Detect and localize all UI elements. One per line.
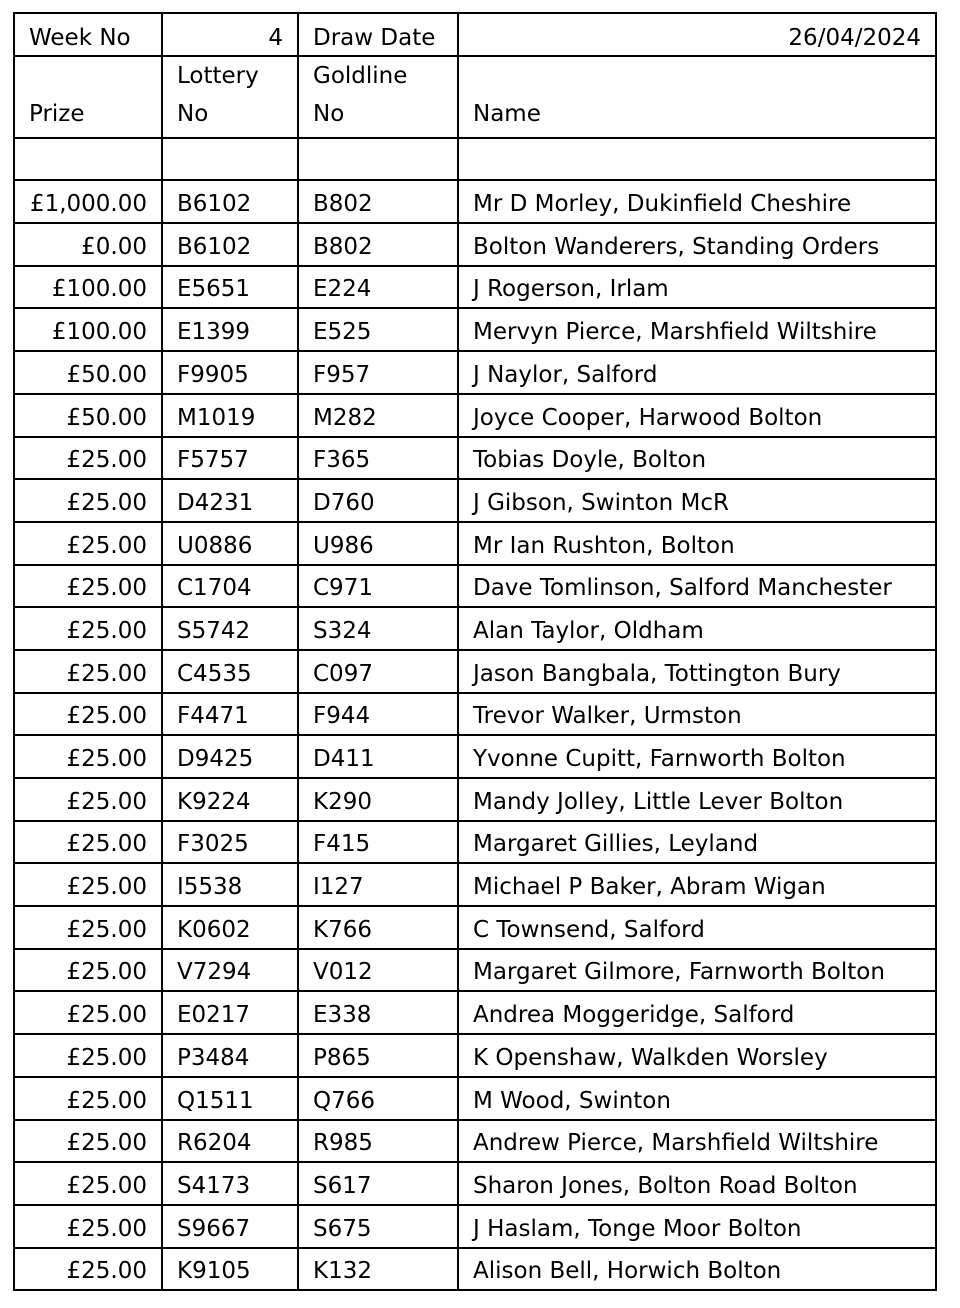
name-header-text: Name <box>473 100 541 127</box>
winner-name-cell: M Wood, Swinton <box>458 1077 936 1120</box>
lottery-column-header <box>162 56 298 138</box>
winner-name-cell: Tobias Doyle, Bolton <box>458 437 936 480</box>
goldline-no-cell: K766 <box>298 906 458 949</box>
goldline-no-cell: I127 <box>298 863 458 906</box>
prize-column-header <box>14 56 162 138</box>
lottery-no-cell: E1399 <box>162 308 298 351</box>
prize-cell: £0.00 <box>14 223 162 266</box>
winner-name-cell: J Naylor, Salford <box>458 351 936 394</box>
week-label: Week No <box>14 13 162 56</box>
prize-cell: £25.00 <box>14 522 162 565</box>
goldline-no-cell: M282 <box>298 394 458 437</box>
table-row <box>14 735 936 778</box>
table-row <box>14 394 936 437</box>
winner-name-cell: Trevor Walker, Urmston <box>458 693 936 736</box>
winner-name-cell: Andrea Moggeridge, Salford <box>458 991 936 1034</box>
prize-cell: £25.00 <box>14 1248 162 1291</box>
winner-name-cell: Mervyn Pierce, Marshfield Wiltshire <box>458 308 936 351</box>
prize-cell: £25.00 <box>14 650 162 693</box>
winners-table-body <box>14 13 936 1290</box>
draw-date-label: Draw Date <box>298 13 458 56</box>
lottery-no-cell: S5742 <box>162 607 298 650</box>
lottery-no-cell: D9425 <box>162 735 298 778</box>
goldline-no-cell: Q766 <box>298 1077 458 1120</box>
blank-cell <box>298 138 458 181</box>
winner-name-cell: Andrew Pierce, Marshfield Wiltshire <box>458 1120 936 1163</box>
goldline-no-cell: F415 <box>298 821 458 864</box>
goldline-no-cell: E224 <box>298 266 458 309</box>
table-row <box>14 479 936 522</box>
blank-cell <box>162 138 298 181</box>
goldline-no-cell: U986 <box>298 522 458 565</box>
winner-name-cell: Dave Tomlinson, Salford Manchester <box>458 565 936 608</box>
goldline-header-line1: Goldline <box>313 62 408 89</box>
winner-name-cell: Alan Taylor, Oldham <box>458 607 936 650</box>
lottery-no-cell: C4535 <box>162 650 298 693</box>
winner-name-cell: J Gibson, Swinton McR <box>458 479 936 522</box>
lottery-no-cell: R6204 <box>162 1120 298 1163</box>
goldline-no-cell: C971 <box>298 565 458 608</box>
lottery-no-cell: Q1511 <box>162 1077 298 1120</box>
draw-date-value: 26/04/2024 <box>458 13 936 56</box>
table-row <box>14 693 936 736</box>
goldline-no-cell: B802 <box>298 223 458 266</box>
prize-cell: £50.00 <box>14 394 162 437</box>
winner-name-cell: Margaret Gilmore, Farnworth Bolton <box>458 949 936 992</box>
goldline-no-cell: F957 <box>298 351 458 394</box>
prize-cell: £25.00 <box>14 1162 162 1205</box>
table-row <box>14 437 936 480</box>
table-row <box>14 1120 936 1163</box>
goldline-no-cell: K132 <box>298 1248 458 1291</box>
winner-name-cell: Jason Bangbala, Tottington Bury <box>458 650 936 693</box>
winner-name-cell: J Rogerson, Irlam <box>458 266 936 309</box>
winner-name-cell: K Openshaw, Walkden Worsley <box>458 1034 936 1077</box>
winner-name-cell: Mr Ian Rushton, Bolton <box>458 522 936 565</box>
winner-name-cell: Mr D Morley, Dukinfield Cheshire <box>458 180 936 223</box>
table-row <box>14 223 936 266</box>
lottery-no-cell: E5651 <box>162 266 298 309</box>
table-row <box>14 821 936 864</box>
goldline-column-header <box>298 56 458 138</box>
lottery-no-cell: C1704 <box>162 565 298 608</box>
goldline-no-cell: P865 <box>298 1034 458 1077</box>
lottery-no-cell: E0217 <box>162 991 298 1034</box>
lottery-no-cell: F4471 <box>162 693 298 736</box>
winner-name-cell: Bolton Wanderers, Standing Orders <box>458 223 936 266</box>
prize-cell: £25.00 <box>14 1205 162 1248</box>
prize-cell: £25.00 <box>14 991 162 1034</box>
prize-cell: £25.00 <box>14 565 162 608</box>
lottery-no-cell: K9105 <box>162 1248 298 1291</box>
lottery-no-cell: S4173 <box>162 1162 298 1205</box>
table-row <box>14 522 936 565</box>
goldline-no-cell: E338 <box>298 991 458 1034</box>
table-row <box>14 351 936 394</box>
table-row <box>14 906 936 949</box>
winner-name-cell: Mandy Jolley, Little Lever Bolton <box>458 778 936 821</box>
prize-cell: £100.00 <box>14 266 162 309</box>
goldline-no-cell: F365 <box>298 437 458 480</box>
winner-name-cell: C Townsend, Salford <box>458 906 936 949</box>
column-header-row <box>14 56 936 138</box>
prize-cell: £25.00 <box>14 949 162 992</box>
table-row <box>14 991 936 1034</box>
lottery-no-cell: F3025 <box>162 821 298 864</box>
prize-header-text: Prize <box>29 100 85 127</box>
winner-name-cell: Joyce Cooper, Harwood Bolton <box>458 394 936 437</box>
prize-cell: £25.00 <box>14 437 162 480</box>
goldline-no-cell: K290 <box>298 778 458 821</box>
goldline-no-cell: V012 <box>298 949 458 992</box>
prize-cell: £25.00 <box>14 607 162 650</box>
lottery-no-cell: S9667 <box>162 1205 298 1248</box>
lottery-no-cell: P3484 <box>162 1034 298 1077</box>
winner-name-cell: Michael P Baker, Abram Wigan <box>458 863 936 906</box>
lottery-no-cell: K9224 <box>162 778 298 821</box>
prize-cell: £25.00 <box>14 693 162 736</box>
lottery-header-line2: No <box>177 100 209 127</box>
goldline-no-cell: D760 <box>298 479 458 522</box>
lottery-no-cell: D4231 <box>162 479 298 522</box>
lottery-no-cell: F9905 <box>162 351 298 394</box>
winners-table <box>13 12 937 1291</box>
lottery-no-cell: I5538 <box>162 863 298 906</box>
name-column-header <box>458 56 936 138</box>
table-row <box>14 1077 936 1120</box>
goldline-no-cell: S617 <box>298 1162 458 1205</box>
winner-name-cell: J Haslam, Tonge Moor Bolton <box>458 1205 936 1248</box>
table-row <box>14 778 936 821</box>
winner-name-cell: Alison Bell, Horwich Bolton <box>458 1248 936 1291</box>
table-row <box>14 863 936 906</box>
lottery-no-cell: M1019 <box>162 394 298 437</box>
prize-cell: £25.00 <box>14 479 162 522</box>
goldline-no-cell: S324 <box>298 607 458 650</box>
lottery-no-cell: U0886 <box>162 522 298 565</box>
table-row <box>14 1162 936 1205</box>
table-row <box>14 949 936 992</box>
goldline-no-cell: S675 <box>298 1205 458 1248</box>
goldline-no-cell: D411 <box>298 735 458 778</box>
prize-cell: £25.00 <box>14 778 162 821</box>
goldline-no-cell: F944 <box>298 693 458 736</box>
prize-cell: £25.00 <box>14 906 162 949</box>
lottery-no-cell: F5757 <box>162 437 298 480</box>
winner-name-cell: Yvonne Cupitt, Farnworth Bolton <box>458 735 936 778</box>
table-row <box>14 607 936 650</box>
prize-cell: £25.00 <box>14 1120 162 1163</box>
table-row <box>14 650 936 693</box>
lottery-no-cell: B6102 <box>162 180 298 223</box>
goldline-no-cell: C097 <box>298 650 458 693</box>
winner-name-cell: Sharon Jones, Bolton Road Bolton <box>458 1162 936 1205</box>
prize-cell: £25.00 <box>14 735 162 778</box>
lottery-header-line1: Lottery <box>177 62 259 89</box>
prize-cell: £25.00 <box>14 863 162 906</box>
table-row <box>14 266 936 309</box>
prize-cell: £1,000.00 <box>14 180 162 223</box>
table-row <box>14 1034 936 1077</box>
prize-cell: £25.00 <box>14 1034 162 1077</box>
blank-cell <box>14 138 162 181</box>
blank-row <box>14 138 936 181</box>
table-row <box>14 180 936 223</box>
week-header-row <box>14 13 936 56</box>
lottery-no-cell: K0602 <box>162 906 298 949</box>
lottery-no-cell: B6102 <box>162 223 298 266</box>
table-row <box>14 308 936 351</box>
goldline-no-cell: E525 <box>298 308 458 351</box>
prize-cell: £25.00 <box>14 821 162 864</box>
prize-cell: £50.00 <box>14 351 162 394</box>
prize-cell: £100.00 <box>14 308 162 351</box>
goldline-no-cell: B802 <box>298 180 458 223</box>
goldline-header-line2: No <box>313 100 345 127</box>
winner-name-cell: Margaret Gillies, Leyland <box>458 821 936 864</box>
blank-cell <box>458 138 936 181</box>
week-value: 4 <box>162 13 298 56</box>
goldline-no-cell: R985 <box>298 1120 458 1163</box>
table-row <box>14 1205 936 1248</box>
table-row <box>14 565 936 608</box>
lottery-no-cell: V7294 <box>162 949 298 992</box>
table-row <box>14 1248 936 1291</box>
prize-cell: £25.00 <box>14 1077 162 1120</box>
